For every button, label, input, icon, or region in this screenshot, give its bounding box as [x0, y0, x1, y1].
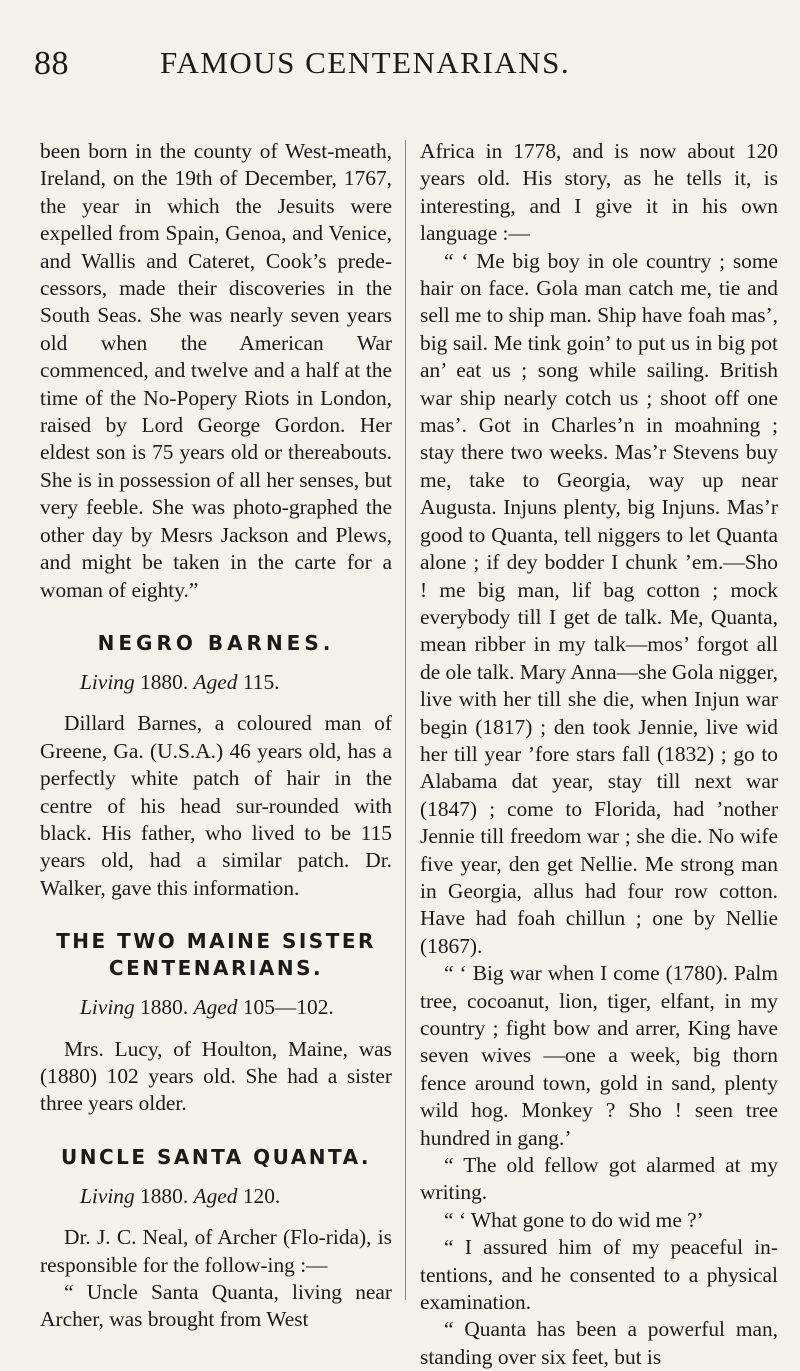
section-body-negro-barnes: Dillard Barnes, a coloured man of Greene, Ga. (U.S.A.) 46 years old, has a perfectly white patch of hair in the centre of his head sur-rounded with black. His father, who lived to be 115 years old, had a similar patch. Dr. Walker, gave this information. [40, 711, 392, 900]
living-year: 1880. [140, 995, 189, 1020]
living-label: Living [80, 995, 135, 1020]
right-paragraph: Africa in 1778, and is now about 120 years old. His story, as he tells it, is interesting, and I give it in his own language :— [420, 139, 778, 246]
section-meta-maine-sisters [40, 994, 392, 1021]
section-meta-santa-quanta [40, 1183, 392, 1210]
aged-value: 115. [242, 669, 280, 694]
aged-value: 105—102. [242, 995, 334, 1020]
section-body-santa-quanta: Dr. J. C. Neal, of Archer (Flo-rida), is responsible for the follow-ing :— [40, 1225, 392, 1277]
right-paragraph: “ ‘ Big war when I come (1780). Palm tree, cocoanut, lion, tiger, elfant, in my country ; fight bow and arrer, King have seven wives —one a week, big thorn fence around town, gold in sand, plenty wild hog. Monkey ? Sho ! seen tree hundred in gang.’ [420, 961, 778, 1150]
right-column [420, 138, 778, 1371]
column-divider [405, 140, 406, 1300]
right-paragraph: “ ‘ What gone to do wid me ?’ [444, 1207, 704, 1232]
running-head: FAMOUS CENTENARIANS. [160, 45, 571, 80]
living-year: 1880. [140, 1183, 189, 1208]
section-title-santa-quanta: UNCLE SANTA QUANTA. [60, 1144, 372, 1169]
right-paragraph: “ Quanta has been a powerful man, standing over six feet, but is [420, 1317, 778, 1369]
section-title-negro-barnes: NEGRO BARNES. [97, 630, 335, 655]
living-label: Living [80, 669, 135, 694]
living-label: Living [80, 1183, 135, 1208]
right-paragraph: “ The old fellow got alarmed at my writing. [420, 1153, 778, 1205]
intro-paragraph: been born in the county of West-meath, Ireland, on the 19th of December, 1767, the year in which the Jesuits were expelled from Spain, Genoa, and Venice, and Wallis and Cateret, Cook’s prede-cessors, made their discoveries in the South Seas. She was nearly seven years old when the American War commenced, and twelve and a half at the time of the No-Popery Riots in London, raised by Lord George Gordon. Her eldest son is 75 years old or thereabouts. She is in possession of all her senses, but very feeble. She was photo-graphed the other day by Mesrs Jackson and Plews, and might be taken in the carte for a woman of eighty.” [40, 139, 392, 602]
aged-label: Aged [193, 669, 238, 694]
left-column [40, 138, 392, 1334]
right-paragraph: “ I assured him of my peaceful in-tentions, and he consented to a physical examination. [420, 1235, 778, 1315]
right-paragraph: “ ‘ Me big boy in ole country ; some hair on face. Gola man catch me, tie and sell me to ship man. Ship have foah mas’, big sail. Me tink goin’ to put us in big pot an’ eat us ; song while sailing. British war ship nearly cotch us ; shoot off one mas’. Got in Charles’n in moahning ; stay there two weeks. Mas’r Stevens buy me, take to Georgia, way up near Augusta. Injuns plenty, big Injuns. Mas’r good to Quanta, tell niggers to let Quanta alone ; if dey bodder I chunk ’em.—Sho ! me big man, lif bag cotton ; mock everybody till I get de talk. Me, Quanta, mean ribber in my talk—mos’ forgot all de ole talk. Mary Anna—she Gola nigger, live with her till she die, when Injun war begin (1817) ; den took Jennie, live wid her till year ’fore stars fall (1832) ; go to Alabama dat year, stay till next war (1847) ; come to Florida, had ’nother Jennie till freedom war ; she die. No wife five year, den get Nellie. Me strong man in Georgia, allus had four row cotton. Have had foah chillun ; one by Nellie (1867). [420, 248, 778, 958]
section-title-maine-sisters-line1: THE TWO MAINE SISTER [56, 929, 376, 954]
section-title-maine-sisters-line2: CENTENARIANS. [108, 956, 324, 981]
living-year: 1880. [140, 669, 189, 694]
aged-label: Aged [193, 1183, 238, 1208]
aged-value: 120. [242, 1183, 281, 1208]
quote-start: “ Uncle Santa Quanta, living near Archer, was brought from West [40, 1280, 392, 1332]
aged-label: Aged [193, 995, 238, 1020]
section-meta-negro-barnes [40, 669, 392, 696]
section-body-maine-sisters: Mrs. Lucy, of Houlton, Maine, was (1880) 102 years old. She had a sister three years older. [40, 1036, 392, 1116]
page-number: 88 [34, 45, 69, 82]
